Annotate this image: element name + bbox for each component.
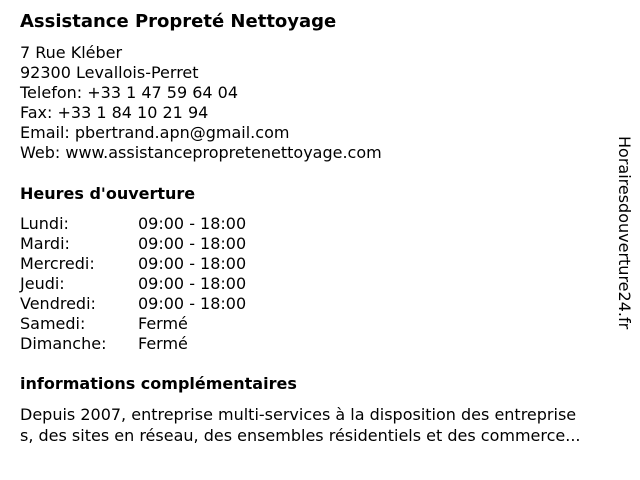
day-label: Mercredi: xyxy=(20,254,95,273)
day-label: Vendredi: xyxy=(20,294,96,313)
day-label: Dimanche: xyxy=(20,334,107,353)
time-value: 09:00 - 18:00 xyxy=(138,254,247,273)
time-value: 09:00 - 18:00 xyxy=(138,294,247,313)
time-value: Fermé xyxy=(138,334,188,353)
source-watermark: Horairesdouverture24.fr xyxy=(615,136,634,330)
business-name: Assistance Propreté Nettoyage xyxy=(20,11,337,32)
time-value: 09:00 - 18:00 xyxy=(138,274,247,293)
time-value: 09:00 - 18:00 xyxy=(138,234,247,253)
hours-heading: Heures d'ouverture xyxy=(20,184,196,203)
time-value: Fermé xyxy=(138,314,188,333)
time-value: 09:00 - 18:00 xyxy=(138,214,247,233)
address-street: 7 Rue Kléber xyxy=(20,43,123,62)
address-city: 92300 Levallois-Perret xyxy=(20,63,199,82)
day-label: Jeudi: xyxy=(20,274,65,293)
email-address: Email: pbertrand.apn@gmail.com xyxy=(20,123,290,142)
info-heading: informations complémentaires xyxy=(20,374,297,393)
day-label: Samedi: xyxy=(20,314,86,333)
description-text xyxy=(20,404,630,446)
description-line: s, des sites en réseau, des ensembles résidentiels et des commerce... xyxy=(20,426,581,445)
description-line: Depuis 2007, entreprise multi-services à la disposition des entreprise xyxy=(20,405,577,424)
phone-number: Telefon: +33 1 47 59 64 04 xyxy=(20,83,239,102)
day-label: Lundi: xyxy=(20,214,69,233)
website-url: Web: www.assistancepropretenettoyage.com xyxy=(20,143,382,162)
fax-number: Fax: +33 1 84 10 21 94 xyxy=(20,103,209,122)
day-label: Mardi: xyxy=(20,234,70,253)
contact-block xyxy=(20,43,382,163)
